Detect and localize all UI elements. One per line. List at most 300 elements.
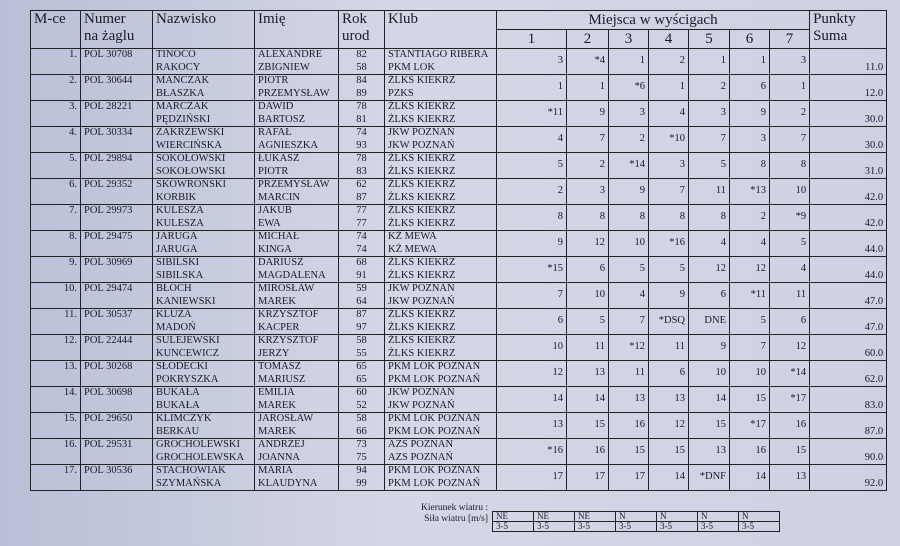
club-cell [385,49,497,75]
points-total-cell: 87.0 [810,413,887,439]
surname-cell [153,205,255,231]
surname-cell-line: KLIMCZYK [156,413,212,424]
race-score-cell: *6 [609,75,649,101]
first-name-cell-line: DARIUSZ [258,257,304,268]
first-name-cell [255,231,339,257]
points-total-cell: 11.0 [810,49,887,75]
race-score-cell: 3 [497,49,567,75]
surname-cell-line: SŁODECKI [156,361,208,372]
club-cell [385,205,497,231]
sail-number-cell: POL 29475 [81,231,153,257]
club-cell-line: ŻLKS KIEKRZ [388,153,456,164]
position-cell: 15. [31,413,81,439]
race-score-cell: 10 [730,361,770,387]
race-score-cell: 16 [770,413,810,439]
wind-strength-cell: 3-5 [739,522,780,532]
first-name-cell [255,439,339,465]
club-cell-line: KŻ MEWA [388,231,437,242]
race-score-cell: 2 [497,179,567,205]
birth-year-cell-line: 91 [356,269,367,281]
race-score-cell: 15 [689,413,730,439]
table-row [31,361,887,387]
first-name-cell [255,387,339,413]
race-score-cell: 14 [567,387,609,413]
race-score-cell: 2 [609,127,649,153]
points-total-cell: 90.0 [810,439,887,465]
birth-year-cell-line: 87 [356,191,367,203]
race-score-cell: 3 [609,101,649,127]
sail-number-cell: POL 30969 [81,257,153,283]
points-total-cell: 42.0 [810,205,887,231]
points-total-cell: 12.0 [810,75,887,101]
birth-year-cell-line: 52 [356,399,367,411]
position-cell: 1. [31,49,81,75]
race-score-cell: 8 [770,153,810,179]
birth-year-cell-line: 65 [356,361,367,372]
race-score-cell: 5 [567,309,609,335]
club-cell-line: JKW POZNAŃ [388,283,455,294]
race-number-header: 5 [689,30,730,49]
surname-cell [153,335,255,361]
birth-year-cell-line: 65 [356,373,367,385]
first-name-cell-line: ZBIGNIEW [258,61,310,73]
position-cell: 12. [31,335,81,361]
surname-cell-line: KLUZA [156,309,192,320]
points-total-cell: 62.0 [810,361,887,387]
position-cell: 3. [31,101,81,127]
race-score-cell: 11 [689,179,730,205]
race-score-cell: *17 [730,413,770,439]
first-name-cell-line: KACPER [258,321,300,333]
surname-cell [153,179,255,205]
race-number-header: 6 [730,30,770,49]
position-cell: 4. [31,127,81,153]
sail-number-cell: POL 29474 [81,283,153,309]
sail-number-cell: POL 30334 [81,127,153,153]
table-row [31,413,887,439]
table-row [31,101,887,127]
wind-strength-label: Siła wiatru [m/s] [424,514,488,524]
table-row [31,231,887,257]
first-name-cell [255,75,339,101]
race-score-cell: 16 [730,439,770,465]
race-number-header: 3 [609,30,649,49]
race-score-cell: 2 [649,49,689,75]
birth-year-cell [339,231,385,257]
race-score-cell: 5 [609,257,649,283]
birth-year-cell-line: 99 [356,477,367,489]
first-name-cell [255,205,339,231]
race-score-cell: DNE [689,309,730,335]
sail-number-cell: POL 28221 [81,101,153,127]
sail-number-cell: POL 30698 [81,387,153,413]
sail-number-cell: POL 30536 [81,465,153,491]
race-score-cell: 5 [649,257,689,283]
race-score-cell: *DSQ [649,309,689,335]
race-score-cell: 13 [770,465,810,491]
race-number-header: 7 [770,30,810,49]
race-score-cell: *14 [770,361,810,387]
first-name-cell-line: JAKUB [258,205,292,216]
first-name-cell-line: JERZY [258,347,290,359]
race-score-cell: 9 [689,335,730,361]
race-score-cell: 14 [730,465,770,491]
first-name-cell-line: MAREK [258,295,296,307]
surname-cell [153,127,255,153]
club-cell [385,179,497,205]
club-cell [385,361,497,387]
table-row [31,127,887,153]
birth-year-cell-line: 89 [356,87,367,99]
header-first-name: Imię [255,11,339,49]
race-score-cell: 14 [649,465,689,491]
surname-cell-line: KANIEWSKI [156,295,216,307]
race-score-cell: 10 [689,361,730,387]
surname-cell-line: MARCZAK [156,101,209,112]
first-name-cell-line: BARTOSZ [258,113,306,125]
first-name-cell [255,283,339,309]
club-cell-line: ŻLKS KIEKRZ [388,191,456,203]
surname-cell [153,361,255,387]
club-cell-line: PZKS [388,87,414,99]
race-score-cell: 8 [609,205,649,231]
race-score-cell: *4 [567,49,609,75]
club-cell [385,257,497,283]
first-name-cell [255,465,339,491]
first-name-cell-line: MIROSŁAW [258,283,315,294]
race-score-cell: 4 [770,257,810,283]
first-name-cell-line: MARCIN [258,191,301,203]
wind-direction-cell: N [739,512,780,522]
race-score-cell: 4 [649,101,689,127]
wind-direction-cell: NE [534,512,575,522]
race-score-cell: 14 [689,387,730,413]
table-row [31,387,887,413]
race-score-cell: *13 [730,179,770,205]
club-cell-line: ŻLKS KIEKRZ [388,113,456,125]
header-position: M-ce [31,11,81,49]
first-name-cell [255,101,339,127]
surname-cell-line: BUKAŁA [156,387,200,398]
race-score-cell: 15 [649,439,689,465]
race-score-cell: 12 [497,361,567,387]
race-score-cell: *11 [497,101,567,127]
race-score-cell: *9 [770,205,810,231]
club-cell-line: STANTIAGO RIBERA [388,49,489,60]
results-table [30,10,887,491]
club-cell-line: ŻLKS KIEKRZ [388,217,456,229]
surname-cell-line: PĘDZIŃSKI [156,113,211,125]
surname-cell-line: SOKOŁOWSKI [156,165,226,177]
club-cell-line: PKM LOK POZNAŃ [388,413,481,424]
race-score-cell: 10 [770,179,810,205]
sail-number-cell: POL 30644 [81,75,153,101]
race-score-cell: 7 [649,179,689,205]
race-score-cell: 1 [649,75,689,101]
race-score-cell: 11 [770,283,810,309]
birth-year-cell-line: 77 [356,205,367,216]
surname-cell-line: SOKOŁOWSKI [156,153,226,164]
race-score-cell: 6 [770,309,810,335]
first-name-cell [255,179,339,205]
results-body [31,49,887,491]
race-score-cell: 11 [567,335,609,361]
points-total-cell: 44.0 [810,257,887,283]
surname-cell-line: GROCHOLEWSKA [156,451,245,463]
club-cell-line: PKM LOK POZNAŃ [388,425,481,437]
sail-number-cell: POL 29650 [81,413,153,439]
race-score-cell: *14 [609,153,649,179]
position-cell: 16. [31,439,81,465]
wind-direction-label: Kierunek wiatru : [420,503,488,513]
points-total-cell: 47.0 [810,309,887,335]
first-name-cell-line: JAROSŁAW [258,413,314,424]
race-score-cell: 4 [497,127,567,153]
surname-cell-line: SZYMAŃSKA [156,477,222,489]
club-cell [385,101,497,127]
race-score-cell: 12 [770,335,810,361]
table-row [31,439,887,465]
race-score-cell: 10 [609,231,649,257]
surname-cell-line: JARUGA [156,243,198,255]
wind-direction-row [493,512,780,522]
race-score-cell: 1 [770,75,810,101]
first-name-cell [255,361,339,387]
header-club: Klub [385,11,497,49]
points-total-cell: 83.0 [810,387,887,413]
header-surname: Nazwisko [153,11,255,49]
birth-year-cell-line: 94 [356,465,367,476]
race-score-cell: 13 [497,413,567,439]
birth-year-cell [339,309,385,335]
wind-strength-cell: 3-5 [616,522,657,532]
wind-strength-cell: 3-5 [657,522,698,532]
birth-year-cell [339,413,385,439]
club-cell [385,439,497,465]
race-score-cell: 7 [609,309,649,335]
race-score-cell: 11 [649,335,689,361]
first-name-cell-line: MAREK [258,425,296,437]
club-cell-line: ŻLKS KIEKRZ [388,101,456,112]
race-score-cell: 12 [689,257,730,283]
wind-strength-cell: 3-5 [698,522,739,532]
points-total-cell: 47.0 [810,283,887,309]
points-total-cell: 31.0 [810,153,887,179]
birth-year-cell-line: 97 [356,321,367,333]
surname-cell [153,309,255,335]
birth-year-cell-line: 74 [356,231,367,242]
position-cell: 17. [31,465,81,491]
club-cell [385,413,497,439]
position-cell: 10. [31,283,81,309]
club-cell-line: PKM LOK POZNAŃ [388,477,481,489]
birth-year-cell [339,101,385,127]
first-name-cell-line: JOANNA [258,451,300,463]
wind-table [492,511,780,532]
club-cell-line: ŻLKS KIEKRZ [388,335,456,346]
points-total-cell: 30.0 [810,101,887,127]
race-score-cell: 13 [649,387,689,413]
race-score-cell: 10 [567,283,609,309]
race-score-cell: 15 [770,439,810,465]
race-score-cell: 8 [567,205,609,231]
race-score-cell: 1 [730,49,770,75]
birth-year-cell-line: 83 [356,165,367,177]
first-name-cell-line: MAGDALENA [258,269,326,281]
race-score-cell: 2 [567,153,609,179]
race-score-cell: 9 [609,179,649,205]
first-name-cell-line: MICHAŁ [258,231,300,242]
race-score-cell: 12 [649,413,689,439]
table-row [31,179,887,205]
surname-cell-line: BUKAŁA [156,399,200,411]
club-cell [385,127,497,153]
birth-year-cell-line: 82 [356,49,367,60]
club-cell [385,387,497,413]
club-cell-line: JKW POZNAŃ [388,295,455,307]
race-score-cell: 5 [689,153,730,179]
club-cell-line: ŻLKS KIEKRZ [388,309,456,320]
race-score-cell: 7 [567,127,609,153]
table-row [31,335,887,361]
first-name-cell-line: EWA [258,217,281,229]
club-cell [385,465,497,491]
wind-direction-cell: N [616,512,657,522]
club-cell-line: ŻLKS KIEKRZ [388,347,456,359]
position-cell: 8. [31,231,81,257]
birth-year-cell-line: 77 [356,217,367,229]
birth-year-cell-line: 59 [356,283,367,294]
surname-cell [153,75,255,101]
race-score-cell: 1 [567,75,609,101]
first-name-cell-line: MAREK [258,399,296,411]
first-name-cell-line: TOMASZ [258,361,301,372]
sail-number-cell: POL 29973 [81,205,153,231]
first-name-cell-line: MARIUSZ [258,373,306,385]
points-total-cell: 42.0 [810,179,887,205]
club-cell-line: PKM LOK POZNAŃ [388,373,481,385]
wind-strength-cell: 3-5 [493,522,534,532]
surname-cell-line: KUNCEWICZ [156,347,219,359]
first-name-cell-line: ALEXANDRE [258,49,323,60]
first-name-cell [255,309,339,335]
first-name-cell-line: EMILIA [258,387,295,398]
header-birth-year: Rok urod [339,11,385,49]
wind-strength-cell: 3-5 [575,522,616,532]
race-score-cell: 15 [609,439,649,465]
race-score-cell: 3 [730,127,770,153]
birth-year-cell-line: 81 [356,113,367,125]
first-name-cell [255,257,339,283]
position-cell: 6. [31,179,81,205]
race-score-cell: 9 [497,231,567,257]
race-score-cell: 6 [649,361,689,387]
birth-year-cell-line: 55 [356,347,367,359]
surname-cell [153,257,255,283]
first-name-cell-line: AGNIESZKA [258,139,319,151]
race-score-cell: 6 [567,257,609,283]
race-number-header: 1 [497,30,567,49]
race-score-cell: 9 [730,101,770,127]
birth-year-cell-line: 74 [356,243,367,255]
surname-cell-line: POKRYSZKA [156,373,219,385]
birth-year-cell [339,439,385,465]
birth-year-cell-line: 58 [356,413,367,424]
birth-year-cell-line: 78 [356,153,367,164]
race-score-cell: 16 [609,413,649,439]
first-name-cell-line: KLAUDYNA [258,477,318,489]
race-score-cell: *16 [649,231,689,257]
surname-cell-line: STACHOWIAK [156,465,226,476]
birth-year-cell [339,335,385,361]
race-score-cell: 4 [609,283,649,309]
first-name-cell [255,153,339,179]
surname-cell-line: WIERCIŃSKA [156,139,222,151]
race-score-cell: 13 [689,439,730,465]
sail-number-cell: POL 29352 [81,179,153,205]
club-cell-line: JKW POZNAŃ [388,387,455,398]
club-cell-line: AZS POZNAŃ [388,451,454,463]
race-score-cell: 10 [497,335,567,361]
race-score-cell: 4 [689,231,730,257]
position-cell: 9. [31,257,81,283]
club-cell-line: ŻLKS KIEKRZ [388,75,456,86]
birth-year-cell-line: 60 [356,387,367,398]
race-score-cell: *17 [770,387,810,413]
table-row [31,283,887,309]
surname-cell-line: TINOCO [156,49,196,60]
surname-cell-line: MAŃCZAK [156,75,210,86]
race-score-cell: *10 [649,127,689,153]
surname-cell [153,439,255,465]
surname-cell-line: SKOWROŃSKI [156,179,227,190]
club-cell-line: AZS POZNAŃ [388,439,454,450]
race-score-cell: 15 [730,387,770,413]
surname-cell [153,465,255,491]
birth-year-cell [339,361,385,387]
first-name-cell-line: KRZYSZTOF [258,335,319,346]
first-name-cell-line: MARIA [258,465,294,476]
birth-year-cell-line: 73 [356,439,367,450]
birth-year-cell-line: 75 [356,451,367,463]
first-name-cell-line: KINGA [258,243,292,255]
surname-cell [153,153,255,179]
birth-year-cell-line: 68 [356,257,367,268]
position-cell: 13. [31,361,81,387]
first-name-cell-line: ANDRZEJ [258,439,305,450]
birth-year-cell-line: 66 [356,425,367,437]
birth-year-cell [339,387,385,413]
club-cell-line: PKM LOK [388,61,435,73]
sail-number-cell: POL 29531 [81,439,153,465]
first-name-cell-line: DAWID [258,101,294,112]
race-score-cell: 5 [730,309,770,335]
race-score-cell: 3 [567,179,609,205]
first-name-cell [255,127,339,153]
race-score-cell: 1 [689,49,730,75]
race-score-cell: 1 [497,75,567,101]
race-score-cell: 12 [730,257,770,283]
birth-year-cell-line: 78 [356,101,367,112]
race-number-header: 2 [567,30,609,49]
birth-year-cell-line: 64 [356,295,367,307]
race-score-cell: 7 [730,335,770,361]
club-cell-line: KŻ MEWA [388,243,437,255]
race-score-cell: 13 [567,361,609,387]
first-name-cell-line: PIOTR [258,165,289,177]
race-score-cell: 7 [689,127,730,153]
birth-year-cell-line: 62 [356,179,367,190]
